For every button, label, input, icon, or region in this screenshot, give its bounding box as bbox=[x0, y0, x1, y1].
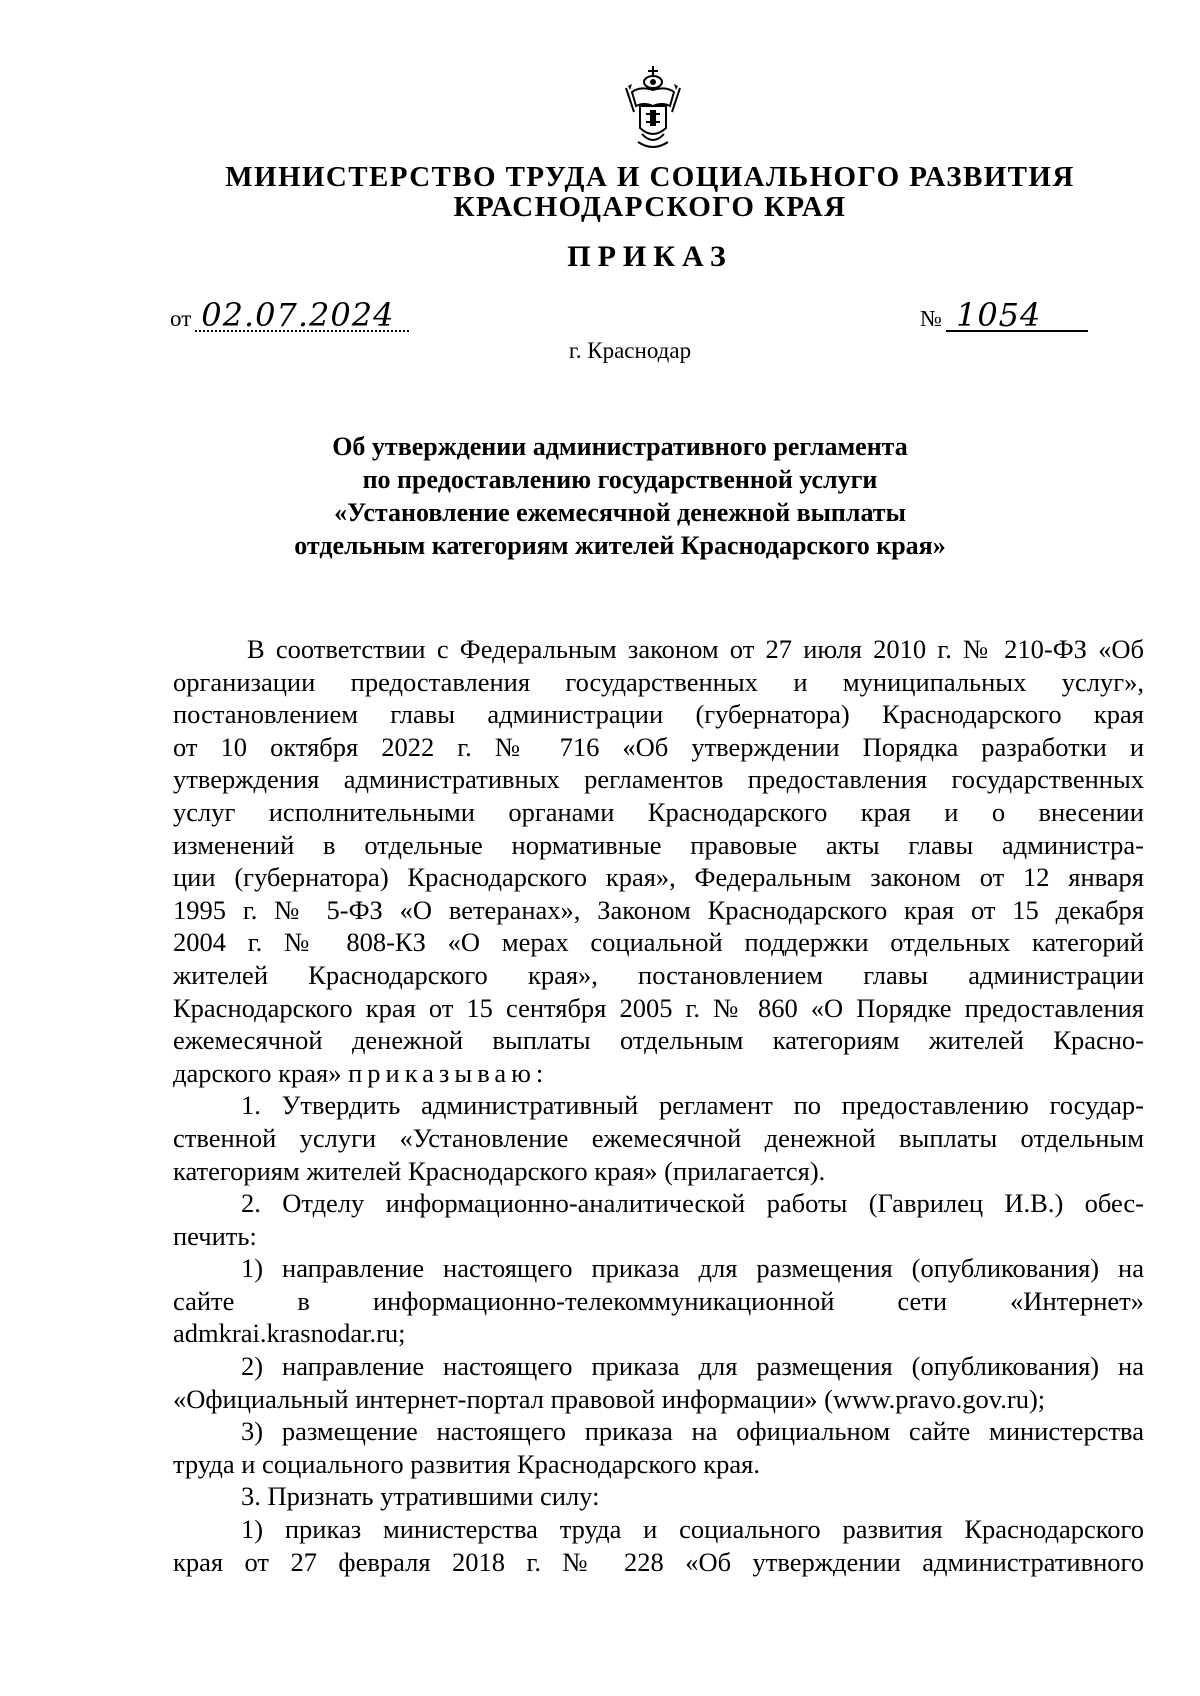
body-line: 2004 г. № 808-КЗ «О мерах социальной поддержки отдельных категорий bbox=[173, 927, 1144, 958]
body-line: 1) приказ министерства труда и социального развития Краснодарского bbox=[241, 1514, 1144, 1545]
body-line: 1. Утвердить административный регламент по предоставлению государ- bbox=[241, 1090, 1144, 1121]
body-line: admkrai.krasnodar.ru; bbox=[173, 1318, 406, 1349]
date-value-handwritten: 02.07.2024 bbox=[195, 300, 409, 332]
body-line: утверждения административных регламентов предоставления государственных bbox=[173, 764, 1144, 795]
krasnodar-coat-of-arms-icon bbox=[620, 62, 686, 152]
body-line: края от 27 февраля 2018 г. № 228 «Об утверждении административного bbox=[173, 1546, 1144, 1577]
body-line: сайте в информационно-телекоммуникационной сети «Интернет» bbox=[173, 1285, 1144, 1316]
body-line: услуг исполнительными органами Краснодарского края и о внесении bbox=[173, 796, 1144, 827]
body-line: труда и социального развития Краснодарского края. bbox=[173, 1448, 760, 1479]
body-line: ежемесячной денежной выплаты отдельным категориям жителей Красно- bbox=[173, 1025, 1144, 1056]
body-line: 1995 г. № 5-ФЗ «О ветеранах», Законом Краснодарского края от 15 декабря bbox=[173, 894, 1144, 925]
body-line: 3) размещение настоящего приказа на официальном сайте министерства bbox=[241, 1416, 1144, 1447]
city: г. Краснодар bbox=[568, 338, 692, 363]
ministry-name-line2: КРАСНОДАРСКОГО КРАЯ bbox=[453, 191, 847, 223]
body-fragment: дарского края» bbox=[173, 1057, 342, 1088]
title-line: отдельным категориям жителей Краснодарского края» bbox=[294, 531, 946, 560]
ministry-name-line1: МИНИСТЕРСТВО ТРУДА И СОЦИАЛЬНОГО РАЗВИТИЯ bbox=[225, 161, 1075, 193]
body-line bbox=[173, 1057, 1144, 1090]
number-label: № bbox=[920, 306, 942, 331]
number-row bbox=[920, 296, 1088, 334]
document-type: ПРИКАЗ bbox=[567, 240, 733, 273]
body-line: 1) направление настоящего приказа для размещения (опубликования) на bbox=[241, 1253, 1144, 1284]
body-line: В соответствии с Федеральным законом от 27 июля 2010 г. № 210-ФЗ «Об bbox=[247, 634, 1144, 664]
body-line: Краснодарского края от 15 сентября 2005 г. № 860 «О Порядке предоставления bbox=[173, 992, 1144, 1023]
body-line: «Официальный интернет-портал правовой информации» (www.pravo.gov.ru); bbox=[173, 1383, 1046, 1414]
date-label: от bbox=[170, 306, 192, 331]
body-line: изменений в отдельные нормативные правовые акты главы администра- bbox=[173, 829, 1144, 860]
body-line: жителей Краснодарского края», постановлением главы администрации bbox=[173, 959, 1144, 990]
body-line: 2. Отделу информационно-аналитической работы (Гаврилец И.В.) обес- bbox=[241, 1188, 1144, 1219]
body-line: 2) направление настоящего приказа для размещения (опубликования) на bbox=[241, 1351, 1144, 1382]
body-line: печить: bbox=[173, 1220, 257, 1251]
body-line: организации предоставления государственных и муниципальных услуг», bbox=[173, 666, 1144, 697]
number-value-handwritten: 1054 bbox=[946, 300, 1088, 332]
body-line: 3. Признать утратившими силу: bbox=[241, 1481, 600, 1512]
document-body bbox=[173, 633, 1144, 1578]
body-line: ции (губернатора) Краснодарского края», Федеральным законом от 12 января bbox=[173, 862, 1144, 893]
date-row bbox=[170, 296, 409, 334]
document-title bbox=[200, 430, 1040, 562]
title-line: Об утверждении административного регламента bbox=[332, 432, 908, 461]
body-line: постановлением главы администрации (губернатора) Краснодарского края bbox=[173, 699, 1144, 730]
body-line: ственной услуги «Установление ежемесячной денежной выплаты отдельным bbox=[173, 1122, 1144, 1153]
body-line: категориям жителей Краснодарского края» (прилагается). bbox=[173, 1155, 826, 1186]
title-line: «Установление ежемесячной денежной выплаты bbox=[334, 498, 906, 527]
body-line: от 10 октября 2022 г. № 716 «Об утверждении Порядка разработки и bbox=[173, 731, 1144, 762]
decree-word: приказываю: bbox=[348, 1057, 549, 1088]
title-line: по предоставлению государственной услуги bbox=[362, 465, 878, 494]
